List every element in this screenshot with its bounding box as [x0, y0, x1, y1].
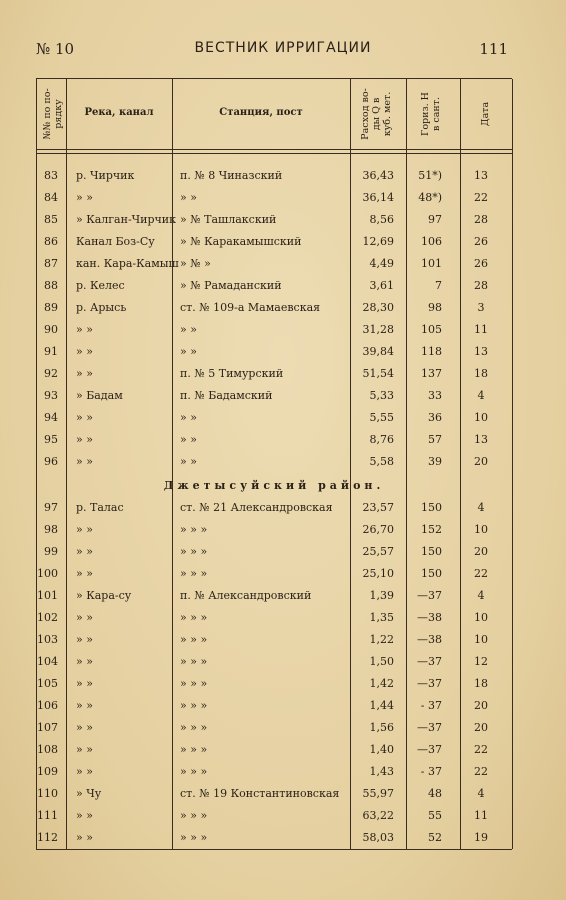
cell-river: » »: [76, 523, 93, 536]
table-row: [36, 385, 512, 407]
cell-level: —37: [417, 743, 442, 756]
table-row: [36, 541, 512, 563]
cell-river: » »: [76, 433, 93, 446]
cell-level: 137: [421, 367, 442, 380]
cell-river: » Калган-Чирчик: [76, 213, 177, 226]
cell-river: » »: [76, 699, 93, 712]
cell-river: » »: [76, 411, 93, 424]
cell-level: 106: [421, 235, 442, 248]
table-row: [36, 739, 512, 761]
table-border-right: [512, 79, 513, 849]
cell-num: 111: [37, 809, 58, 822]
cell-num: 88: [44, 279, 58, 292]
cell-flow: 55,97: [362, 787, 394, 800]
cell-num: 94: [44, 411, 58, 424]
cell-flow: 8,56: [369, 213, 394, 226]
cell-flow: 4,49: [369, 257, 394, 270]
cell-flow: 25,10: [362, 567, 394, 580]
cell-station: ст. № 19 Константиновская: [180, 787, 340, 800]
cell-num: 91: [44, 345, 58, 358]
cell-flow: 26,70: [362, 523, 394, 536]
table-row: [36, 761, 512, 783]
cell-date: 11: [474, 323, 488, 336]
cell-river: » »: [76, 721, 93, 734]
cell-river: » Чу: [76, 787, 102, 800]
cell-river: » »: [76, 677, 93, 690]
cell-river: » »: [76, 831, 93, 844]
cell-station: п. № 5 Тимурский: [180, 367, 284, 380]
cell-level: —37: [417, 677, 442, 690]
section-title: Джетысуйский район.: [163, 479, 385, 492]
table-row: [36, 297, 512, 319]
cell-station: » № Рамаданский: [180, 279, 282, 292]
cell-flow: 1,39: [369, 589, 394, 602]
cell-river: р. Талас: [76, 501, 124, 514]
cell-station: » »: [180, 323, 197, 336]
cell-num: 108: [37, 743, 58, 756]
cell-level: 150: [421, 567, 442, 580]
cell-station: » » »: [180, 655, 208, 668]
cell-flow: 1,35: [369, 611, 394, 624]
table-row: [36, 165, 512, 187]
cell-level: - 37: [420, 765, 442, 778]
table-row: [36, 187, 512, 209]
table-row: [36, 319, 512, 341]
cell-station: » » »: [180, 809, 208, 822]
issue-number: № 10: [36, 40, 75, 58]
cell-date: 26: [474, 257, 488, 270]
cell-date: 10: [474, 523, 488, 536]
cell-station: » № Каракамышский: [180, 235, 302, 248]
header-divider: [36, 153, 512, 154]
cell-num: 103: [37, 633, 58, 646]
cell-station: п. № Бадамский: [180, 389, 273, 402]
cell-date: 22: [474, 743, 488, 756]
cell-num: 92: [44, 367, 58, 380]
table-row: [36, 231, 512, 253]
cell-num: 98: [44, 523, 58, 536]
table-row: [36, 407, 512, 429]
table-row: [36, 275, 512, 297]
cell-date: 20: [474, 455, 488, 468]
column-header-flow: Расход во- ды Q в куб. мет.: [360, 88, 393, 140]
cell-level: 55: [428, 809, 442, 822]
cell-num: 90: [44, 323, 58, 336]
cell-level: 118: [421, 345, 442, 358]
cell-station: » »: [180, 455, 197, 468]
cell-level: 57: [428, 433, 442, 446]
cell-flow: 5,55: [369, 411, 394, 424]
cell-num: 84: [44, 191, 58, 204]
cell-station: » » »: [180, 743, 208, 756]
cell-station: » » »: [180, 765, 208, 778]
cell-date: 12: [474, 655, 488, 668]
cell-flow: 58,03: [362, 831, 394, 844]
cell-station: » » »: [180, 633, 208, 646]
cell-date: 4: [477, 389, 485, 402]
cell-date: 26: [474, 235, 488, 248]
table-row: [36, 563, 512, 585]
cell-station: » »: [180, 191, 197, 204]
cell-date: 18: [474, 677, 488, 690]
cell-flow: 1,40: [369, 743, 394, 756]
table-row: [36, 209, 512, 231]
cell-level: 36: [428, 411, 442, 424]
cell-num: 101: [37, 589, 58, 602]
cell-num: 93: [44, 389, 58, 402]
column-header-num: №№ по по- рядку: [42, 88, 64, 140]
cell-level: 97: [428, 213, 442, 226]
column-header-river: Река, канал: [84, 107, 154, 118]
cell-level: —38: [417, 633, 442, 646]
cell-level: 52: [428, 831, 442, 844]
cell-level: 101: [421, 257, 442, 270]
cell-flow: 3,61: [369, 279, 394, 292]
cell-level: 39: [428, 455, 442, 468]
cell-level: 150: [421, 545, 442, 558]
cell-river: р. Келес: [76, 279, 125, 292]
cell-date: 4: [477, 787, 485, 800]
cell-station: » »: [180, 433, 197, 446]
cell-level: —38: [417, 611, 442, 624]
cell-flow: 1,43: [369, 765, 394, 778]
cell-flow: 28,30: [362, 301, 394, 314]
cell-flow: 5,58: [369, 455, 394, 468]
cell-num: 86: [44, 235, 58, 248]
cell-station: » » »: [180, 677, 208, 690]
page-number: 111: [479, 40, 508, 58]
cell-station: » » »: [180, 721, 208, 734]
cell-num: 105: [37, 677, 58, 690]
cell-date: 4: [477, 501, 485, 514]
cell-date: 20: [474, 545, 488, 558]
table-row: [36, 629, 512, 651]
cell-river: » Бадам: [76, 389, 123, 402]
cell-level: 7: [435, 279, 442, 292]
cell-river: » »: [76, 455, 93, 468]
cell-num: 96: [44, 455, 58, 468]
table-row: [36, 341, 512, 363]
cell-river: р. Чирчик: [76, 169, 135, 182]
cell-num: 110: [37, 787, 58, 800]
cell-flow: 51,54: [362, 367, 394, 380]
cell-date: 20: [474, 721, 488, 734]
cell-level: 48*): [418, 191, 442, 204]
cell-station: » » »: [180, 567, 208, 580]
cell-num: 87: [44, 257, 58, 270]
cell-num: 85: [44, 213, 58, 226]
header-divider: [36, 149, 512, 150]
cell-station: » № »: [180, 257, 211, 270]
cell-date: 10: [474, 633, 488, 646]
cell-station: » »: [180, 411, 197, 424]
cell-river: » »: [76, 545, 93, 558]
cell-num: 107: [37, 721, 58, 734]
cell-station: ст. № 109-а Мамаевская: [180, 301, 321, 314]
table-row: [36, 805, 512, 827]
cell-date: 22: [474, 191, 488, 204]
cell-river: » »: [76, 345, 93, 358]
table-row: [36, 451, 512, 473]
table-row: [36, 585, 512, 607]
cell-level: 33: [428, 389, 442, 402]
cell-station: п. № 8 Чиназский: [180, 169, 283, 182]
cell-level: 48: [428, 787, 442, 800]
cell-num: 97: [44, 501, 58, 514]
cell-river: » »: [76, 765, 93, 778]
cell-num: 109: [37, 765, 58, 778]
cell-date: 10: [474, 411, 488, 424]
column-header-level: Гориз. H в сант.: [420, 92, 442, 136]
table-row: [36, 429, 512, 451]
cell-level: 105: [421, 323, 442, 336]
cell-date: 22: [474, 567, 488, 580]
table-row: [36, 519, 512, 541]
cell-flow: 1,42: [369, 677, 394, 690]
cell-station: » № Ташлакский: [180, 213, 277, 226]
cell-level: 51*): [418, 169, 442, 182]
cell-station: » » »: [180, 699, 208, 712]
cell-river: кан. Кара-Камыш: [76, 257, 179, 270]
cell-date: 20: [474, 699, 488, 712]
cell-num: 99: [44, 545, 58, 558]
cell-level: —37: [417, 589, 442, 602]
cell-num: 95: [44, 433, 58, 446]
table-row: [36, 695, 512, 717]
cell-station: » » »: [180, 831, 208, 844]
cell-level: 150: [421, 501, 442, 514]
cell-river: » »: [76, 611, 93, 624]
cell-flow: 1,50: [369, 655, 394, 668]
cell-station: » » »: [180, 611, 208, 624]
cell-flow: 36,43: [362, 169, 394, 182]
cell-flow: 1,22: [369, 633, 394, 646]
cell-river: » »: [76, 655, 93, 668]
cell-river: Канал Боз-Су: [76, 235, 155, 248]
cell-level: 98: [428, 301, 442, 314]
cell-flow: 8,76: [369, 433, 394, 446]
cell-flow: 63,22: [362, 809, 394, 822]
cell-date: 13: [474, 169, 488, 182]
cell-date: 13: [474, 345, 488, 358]
table-row: [36, 253, 512, 275]
cell-date: 19: [474, 831, 488, 844]
cell-flow: 36,14: [362, 191, 394, 204]
cell-num: 83: [44, 169, 58, 182]
cell-river: » Кара-су: [76, 589, 132, 602]
cell-date: 10: [474, 611, 488, 624]
column-header-date: Дата: [480, 101, 491, 127]
cell-flow: 31,28: [362, 323, 394, 336]
table-row: [36, 607, 512, 629]
cell-river: » »: [76, 743, 93, 756]
cell-station: п. № Александровский: [180, 589, 312, 602]
cell-date: 22: [474, 765, 488, 778]
cell-level: —37: [417, 655, 442, 668]
cell-flow: 39,84: [362, 345, 394, 358]
cell-station: » »: [180, 345, 197, 358]
cell-num: 112: [37, 831, 58, 844]
cell-date: 4: [477, 589, 485, 602]
cell-date: 28: [474, 213, 488, 226]
cell-num: 102: [37, 611, 58, 624]
cell-station: ст. № 21 Александровская: [180, 501, 333, 514]
table-row: [36, 827, 512, 849]
cell-flow: 1,44: [369, 699, 394, 712]
cell-date: 3: [477, 301, 485, 314]
cell-flow: 23,57: [362, 501, 394, 514]
cell-date: 28: [474, 279, 488, 292]
table-row: [36, 651, 512, 673]
cell-level: —37: [417, 721, 442, 734]
cell-river: р. Арысь: [76, 301, 127, 314]
column-header-station: Станция, пост: [219, 107, 303, 118]
cell-river: » »: [76, 567, 93, 580]
cell-num: 106: [37, 699, 58, 712]
cell-flow: 5,33: [369, 389, 394, 402]
cell-num: 100: [37, 567, 58, 580]
cell-date: 11: [474, 809, 488, 822]
cell-flow: 1,56: [369, 721, 394, 734]
cell-river: » »: [76, 323, 93, 336]
table-row: [36, 363, 512, 385]
cell-station: » » »: [180, 545, 208, 558]
cell-river: » »: [76, 633, 93, 646]
table-row: [36, 717, 512, 739]
cell-level: - 37: [420, 699, 442, 712]
cell-river: » »: [76, 367, 93, 380]
cell-date: 13: [474, 433, 488, 446]
cell-flow: 25,57: [362, 545, 394, 558]
table-row: [36, 783, 512, 805]
table-row: [36, 497, 512, 519]
cell-station: » » »: [180, 523, 208, 536]
cell-river: » »: [76, 191, 93, 204]
cell-num: 104: [37, 655, 58, 668]
data-table: [36, 78, 512, 850]
table-row: [36, 673, 512, 695]
cell-river: » »: [76, 809, 93, 822]
journal-title: ВЕСТНИК ИРРИГАЦИИ: [194, 40, 372, 56]
cell-flow: 12,69: [362, 235, 394, 248]
cell-num: 89: [44, 301, 58, 314]
cell-level: 152: [421, 523, 442, 536]
cell-date: 18: [474, 367, 488, 380]
